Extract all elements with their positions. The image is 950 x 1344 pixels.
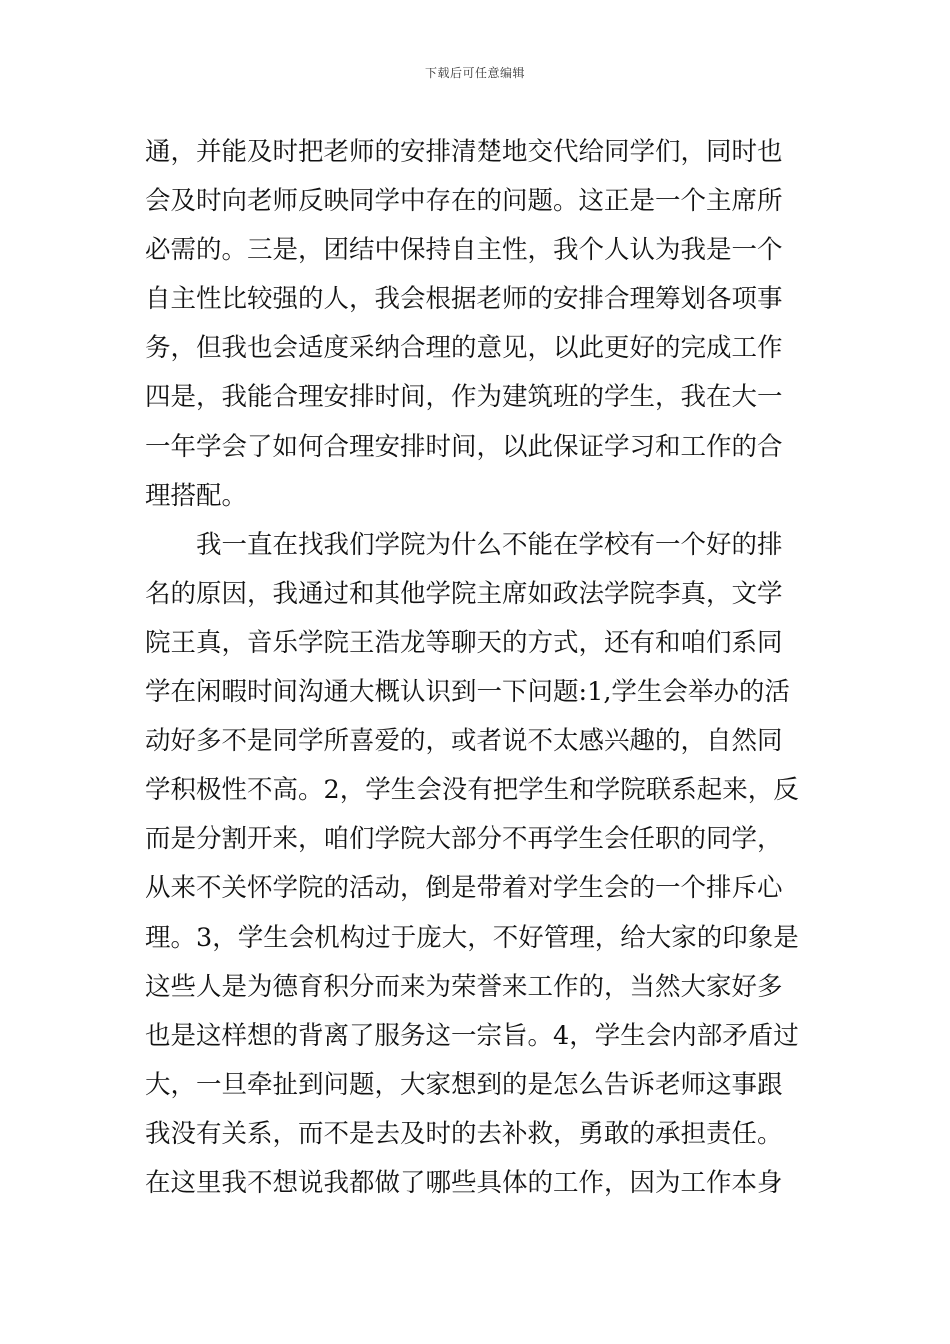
page-header: 下载后可任意编辑 (424, 66, 525, 80)
text-line: 必需的。三是，团结中保持自主性，我个人认为我是一个 (145, 235, 783, 266)
text-line: 通，并能及时把老师的安排清楚地交代给同学们，同时也 (145, 137, 783, 167)
text-line: 大，一旦牵扯到问题，大家想到的是怎么告诉老师这事跟 (145, 1069, 783, 1100)
text-line: 我一直在找我们学院为什么不能在学校有一个好的排 (145, 529, 783, 560)
text-line: 院王真，音乐学院王浩龙等聊天的方式，还有和咱们系同 (145, 627, 783, 658)
text-line: 而是分割开来，咱们学院大部分不再学生会任职的同学， (145, 824, 783, 855)
text-line: 在这里我不想说我都做了哪些具体的工作，因为工作本身 (145, 1167, 783, 1198)
text-line: 理搭配。 (145, 480, 248, 511)
paragraph-2 (145, 521, 815, 1208)
text-line: 学在闲暇时间沟通大概认识到一下问题:1,学生会举办的活 (145, 677, 790, 708)
body-text (145, 128, 815, 1208)
text-line: 学积极性不高。2，学生会没有把学生和学院联系起来，反 (145, 775, 799, 806)
paragraph-1 (145, 128, 815, 521)
text-line: 理。3，学生会机构过于庞大，不好管理，给大家的印象是 (145, 922, 799, 953)
text-line: 务，但我也会适度采纳合理的意见，以此更好的完成工作 (145, 333, 783, 364)
text-line: 从来不关怀学院的活动，倒是带着对学生会的一个排斥心 (145, 873, 783, 904)
text-line: 这些人是为德育积分而来为荣誉来工作的，当然大家好多 (145, 971, 783, 1002)
text-line: 名的原因，我通过和其他学院主席如政法学院李真，文学 (145, 578, 783, 609)
text-line: 四是，我能合理安排时间，作为建筑班的学生，我在大一 (145, 382, 783, 413)
text-line: 也是这样想的背离了服务这一宗旨。4，学生会内部矛盾过 (145, 1020, 799, 1051)
text-line: 一年学会了如何合理安排时间，以此保证学习和工作的合 (145, 431, 783, 462)
text-line: 动好多不是同学所喜爱的，或者说不太感兴趣的，自然同 (145, 726, 783, 757)
text-line: 会及时向老师反映同学中存在的问题。这正是一个主席所 (145, 186, 783, 217)
text-line: 自主性比较强的人，我会根据老师的安排合理筹划各项事 (145, 284, 783, 315)
text-line: 我没有关系，而不是去及时的去补救，勇敢的承担责任。 (145, 1118, 783, 1149)
